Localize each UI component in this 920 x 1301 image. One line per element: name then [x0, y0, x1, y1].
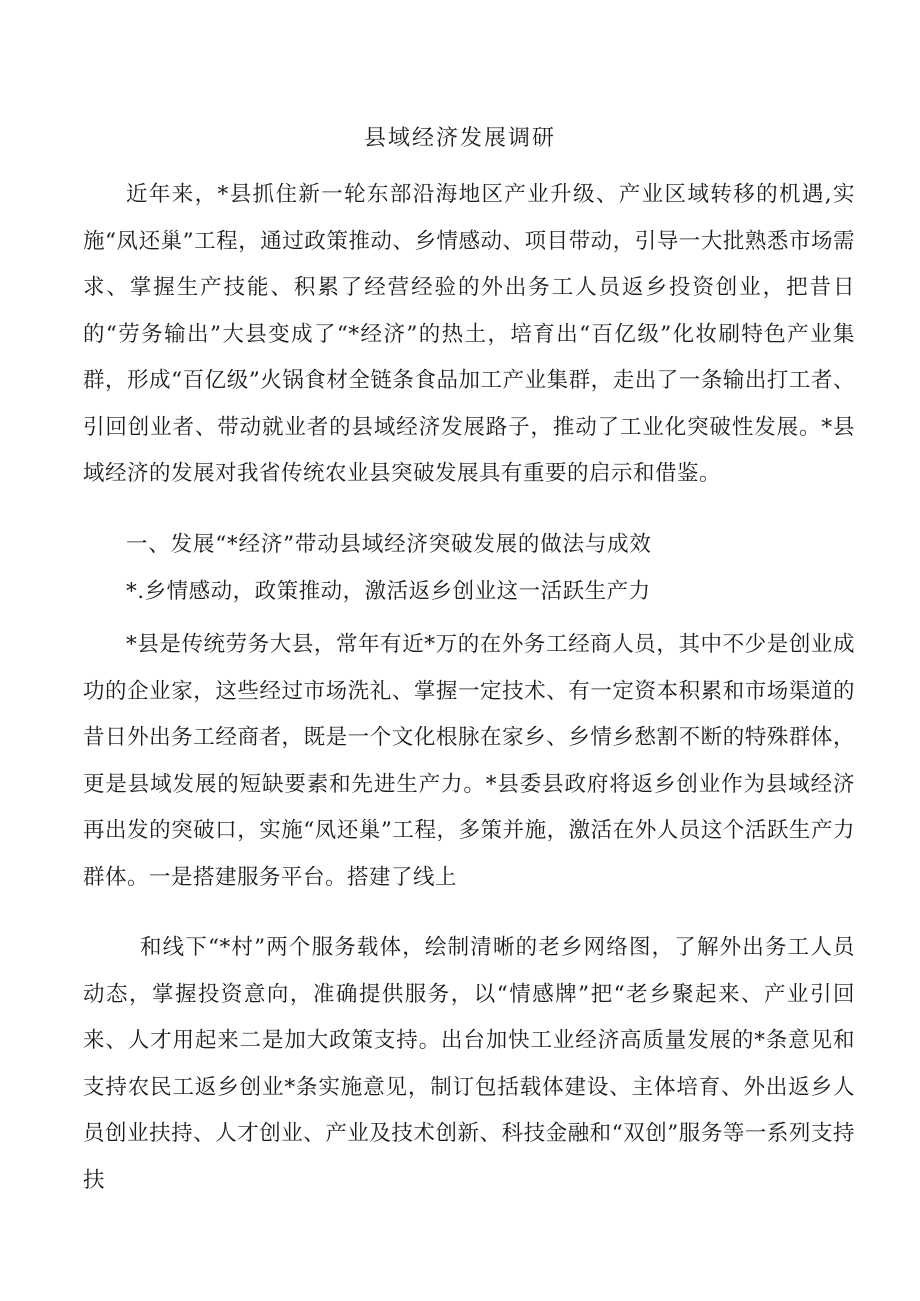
document-title: 县域经济发展调研 [363, 126, 556, 151]
paragraph-body-2: 和线下“*村”两个服务载体，绘制清晰的老乡网络图，了解外出务工人员动态，掌握投资意向，准确提供服务，以“情感牌”把“老乡聚起来、产业引回来、人才用起来二是加大政策支持。出台加快工业经济高质量发展的*条意见和支持农民工返乡创业*条实施意见，制订包括载体建设、主体培育、外出返乡人员创业扶持、人才创业、产业及技术创新、科技金融和“双创”服务等一系列支持扶 [83, 935, 855, 1193]
paragraph-body-1: *县是传统劳务大县，常年有近*万的在外务工经商人员，其中不少是创业成功的企业家，这些经过市场洗礼、掌握一定技术、有一定资本积累和市场渠道的昔日外出务工经商者，既是一个文化根脉在家乡、乡情乡愁割不断的特殊群体，更是县域发展的短缺要素和先进生产力。*县委县政府将返乡创业作为县域经济再出发的突破口，实施“凤还巢”工程，多策并施，激活在外人员这个活跃生产力群体。一是搭建服务平台。搭建了线上 [83, 632, 855, 890]
paragraph-intro: 近年来，*县抓住新一轮东部沿海地区产业升级、产业区域转移的机遇,实施“凤还巢”工程，通过政策推动、乡情感动、项目带动，引导一大批熟悉市场需求、掌握生产技能、积累了经营经验的外出务工人员返乡投资创业，把昔日的“劳务输出”大县变成了“*经济”的热土，培育出“百亿级”化妆刷特色产业集群，形成“百亿级”火锅食材全链条食品加工产业集群，走出了一条输出打工者、引回创业者、带动就业者的县域经济发展路子，推动了工业化突破性发展。*县域经济的发展对我省传统农业县突破发展具有重要的启示和借鉴。 [83, 182, 855, 486]
section-heading: 一、发展“*经济”带动县域经济突破发展的做法与成效 [126, 532, 652, 557]
subsection-heading: *.乡情感动，政策推动，激活返乡创业这一活跃生产力 [126, 579, 651, 604]
